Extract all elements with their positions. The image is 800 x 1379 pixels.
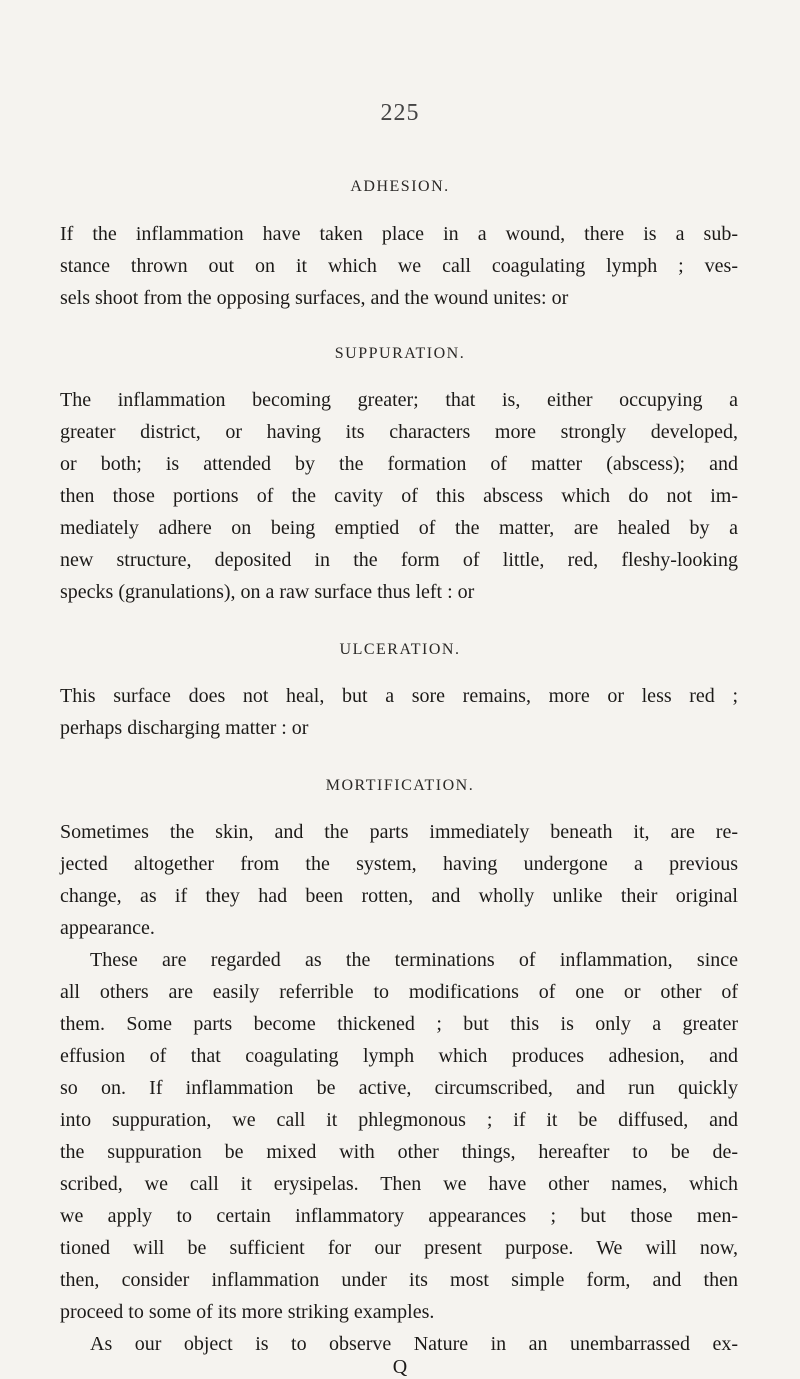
text-line: tioned will be sufficient for our present purpose. We will now, <box>60 1237 738 1259</box>
text-line: effusion of that coagulating lymph which produces adhesion, and <box>60 1045 738 1067</box>
text-line: the suppuration be mixed with other things, hereafter to be de- <box>60 1141 738 1163</box>
heading-mortification: MORTIFICATION. <box>325 777 475 794</box>
text-line: If the inflammation have taken place in a wound, there is a sub- <box>60 223 738 245</box>
text-line: appearance. <box>60 917 155 939</box>
text-line: jected altogether from the system, having undergone a previous <box>60 853 738 875</box>
text-line: perhaps discharging matter : or <box>60 717 309 739</box>
signature-mark: Q <box>392 1356 408 1378</box>
text-line: stance thrown out on it which we call coagulating lymph ; ves- <box>60 255 738 277</box>
text-line: proceed to some of its more striking examples. <box>60 1301 435 1323</box>
text-line: them. Some parts become thickened ; but this is only a greater <box>60 1013 738 1035</box>
text-line: greater district, or having its characters more strongly developed, <box>60 421 738 443</box>
text-line: As our object is to observe Nature in an unembarrassed ex- <box>90 1333 738 1355</box>
text-line: then, consider inflammation under its most simple form, and then <box>60 1269 738 1291</box>
text-line: or both; is attended by the formation of matter (abscess); and <box>60 453 738 475</box>
text-line: specks (granulations), on a raw surface thus left : or <box>60 581 475 603</box>
text-line: change, as if they had been rotten, and wholly unlike their original <box>60 885 738 907</box>
text-line: scribed, we call it erysipelas. Then we have other names, which <box>60 1173 738 1195</box>
heading-suppuration: SUPPURATION. <box>334 345 466 362</box>
text-line: This surface does not heal, but a sore remains, more or less red ; <box>60 685 738 707</box>
text-line: we apply to certain inflammatory appearances ; but those men- <box>60 1205 738 1227</box>
text-line: so on. If inflammation be active, circumscribed, and run quickly <box>60 1077 738 1099</box>
text-line: These are regarded as the terminations of inflammation, since <box>90 949 738 971</box>
page-number: 225 <box>380 100 420 126</box>
text-line: The inflammation becoming greater; that is, either occupying a <box>60 389 738 411</box>
heading-ulceration: ULCERATION. <box>339 641 461 658</box>
text-line: all others are easily referrible to modifications of one or other of <box>60 981 738 1003</box>
text-line: Sometimes the skin, and the parts immediately beneath it, are re- <box>60 821 738 843</box>
text-line: new structure, deposited in the form of little, red, fleshy-looking <box>60 549 738 571</box>
text-line: into suppuration, we call it phlegmonous ; if it be diffused, and <box>60 1109 738 1131</box>
heading-adhesion: ADHESION. <box>350 178 450 195</box>
text-line: sels shoot from the opposing surfaces, and the wound unites: or <box>60 287 569 309</box>
text-line: then those portions of the cavity of this abscess which do not im- <box>60 485 738 507</box>
text-line: mediately adhere on being emptied of the matter, are healed by a <box>60 517 738 539</box>
